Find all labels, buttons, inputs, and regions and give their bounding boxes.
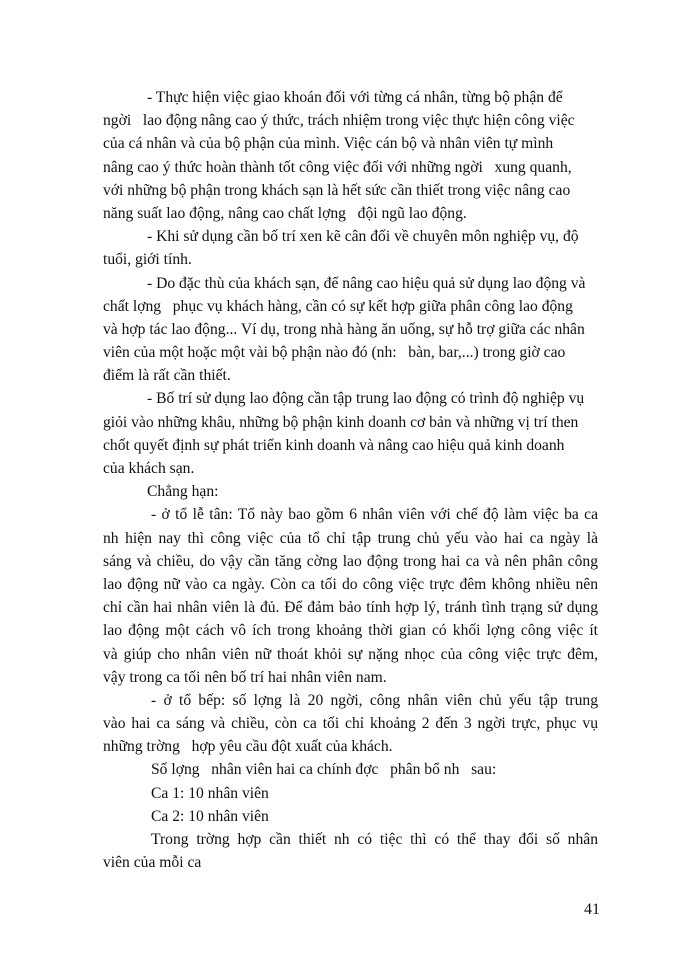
text-line: ngời lao động nâng cao ý thức, trách nhiệm trong việc thực hiện công việc — [103, 112, 575, 130]
text-line: Chẳng hạn: — [147, 483, 219, 501]
text-line: nâng cao ý thức hoàn thành tốt công việc đối với những ngời xung quanh, — [103, 158, 572, 176]
text-line: sáng và chiều, do vậy cần tăng cờng lao động trong hai ca và nên phân công — [103, 552, 598, 570]
text-line: nh hiện nay thì công việc của tổ chỉ tập trung chủ yếu vào hai ca ngày là — [103, 529, 598, 547]
text-line: vào hai ca sáng và chiều, còn ca tối chỉ khoảng 2 đến 3 ngời trực, phục vụ — [103, 715, 598, 733]
text-line: và giúp cho nhân viên nữ thoát khỏi sự nặng nhọc của công việc trực đêm, — [103, 645, 598, 663]
text-line: - ở tổ bếp: số lợng là 20 ngời, công nhân viên chủ yếu tập trung — [151, 691, 598, 709]
page-number: 41 — [584, 901, 600, 918]
text-line: - Bố trí sử dụng lao động cần tập trung lao động có trình độ nghiệp vụ — [147, 390, 585, 408]
text-line: tuổi, giới tính. — [103, 251, 192, 269]
text-line: của cá nhân và của bộ phận của mình. Việc cán bộ và nhân viên tự mình — [103, 135, 554, 153]
text-line: của khách sạn. — [103, 460, 195, 477]
text-line: giỏi vào những khâu, những bộ phận kinh doanh cơ bản và những vị trí then — [103, 413, 579, 431]
text-line: viên của mỗi ca — [103, 854, 202, 872]
text-line: lao động nữ vào ca ngày. Còn ca tối do công việc trực đêm không nhiều nên — [103, 575, 598, 593]
text-line: chỉ cần hai nhân viên là đủ. Để đảm bảo tính hợp lý, tránh tình trạng sử dụng — [103, 599, 598, 617]
text-line: với những bộ phận trong khách sạn là hết sức cần thiết trong việc nâng cao — [103, 181, 571, 199]
text-line: Trong trờng hợp cần thiết nh có tiệc thì có thể thay đổi số nhân — [151, 831, 598, 848]
text-line: chốt quyết định sự phát triển kinh doanh và nâng cao hiệu quả kinh doanh — [103, 436, 565, 454]
body-text — [103, 86, 598, 874]
text-line: Ca 1: 10 nhân viên — [151, 784, 269, 802]
text-line: vậy trong ca tối nên bố trí hai nhân viên nam. — [103, 668, 387, 686]
text-line: Ca 2: 10 nhân viên — [151, 807, 269, 825]
text-line: - Thực hiện việc giao khoán đối với từng cá nhân, từng bộ phận để — [147, 89, 563, 106]
text-line: - Khi sử dụng cần bố trí xen kẽ cân đối về chuyên môn nghiệp vụ, độ — [147, 228, 579, 246]
text-line: - Do đặc thù của khách sạn, để nâng cao hiệu quả sử dụng lao động và — [147, 274, 586, 292]
text-line: điểm là rất cần thiết. — [103, 367, 231, 385]
text-line: - ở tổ lễ tân: Tổ này bao gồm 6 nhân viên với chế độ làm việc ba ca — [151, 506, 598, 524]
text-line: viên của một hoặc một vài bộ phận nào đó (nh: bàn, bar,...) trong giờ cao — [103, 344, 566, 362]
text-line: Số lợng nhân viên hai ca chính đợc phân bổ nh sau: — [151, 761, 497, 779]
text-line: chất lợng phục vụ khách hàng, cần có sự kết hợp giữa phân công lao động — [103, 297, 573, 315]
text-line: năng suất lao động, nâng cao chất lợng đội ngũ lao động. — [103, 204, 467, 222]
text-line: lao động một cách vô ích trong khoảng thời gian có khối lợng công việc ít — [103, 622, 598, 640]
text-line: những trờng hợp yêu cầu đột xuất của khách. — [103, 738, 393, 756]
text-line: và hợp tác lao động... Ví dụ, trong nhà hàng ăn uống, sự hỗ trợ giữa các nhân — [103, 320, 585, 338]
